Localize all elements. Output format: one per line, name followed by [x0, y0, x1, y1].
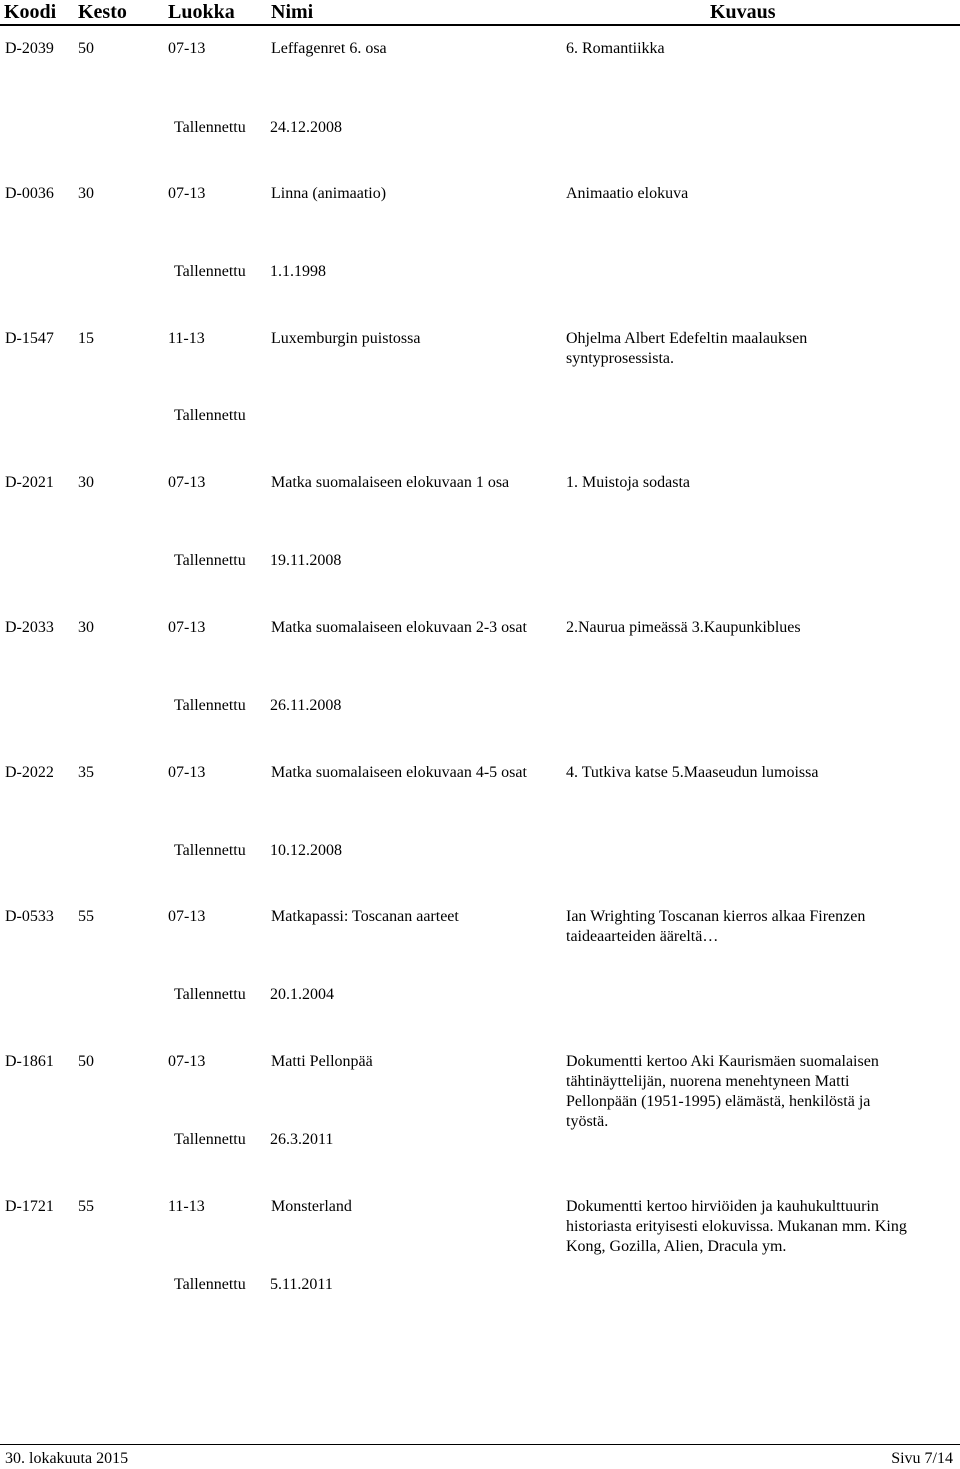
row-class: 07-13: [168, 185, 206, 202]
header-luokka: Luokka: [168, 1, 235, 23]
row-duration: 50: [78, 40, 94, 57]
row-code: D-0036: [5, 185, 54, 202]
header-koodi: Koodi: [4, 1, 57, 23]
row-saved-label: Tallennettu: [174, 552, 246, 569]
row-saved-date: 19.11.2008: [270, 552, 342, 569]
row-name: Matti Pellonpää: [271, 1053, 373, 1070]
row-class: 07-13: [168, 474, 206, 491]
row-code: D-2033: [5, 619, 54, 636]
row-saved-label: Tallennettu: [174, 986, 246, 1003]
row-saved-date: 10.12.2008: [270, 842, 342, 859]
row-name: Matka suomalaiseen elokuvaan 2-3 osat: [271, 619, 527, 636]
row-duration: 15: [78, 330, 94, 347]
row-description: Dokumentti kertoo Aki Kaurismäen suomalaisen tähtinäyttelijän, nuorena menehtyneen Matti Pellonpään (1951-1995) elämästä, henkilöstä ja työstä.: [566, 1053, 879, 1130]
footer-page-number: Sivu 7/14: [891, 1450, 953, 1467]
row-name: Luxemburgin puistossa: [271, 330, 421, 347]
row-name: Monsterland: [271, 1198, 352, 1215]
row-description: Dokumentti kertoo hirviöiden ja kauhukulttuurin historiasta erityisesti elokuvissa. Mukanan mm. King Kong, Gozilla, Alien, Dracula ym.: [566, 1198, 907, 1255]
row-duration: 30: [78, 185, 94, 202]
row-class: 07-13: [168, 908, 206, 925]
row-name: Matka suomalaiseen elokuvaan 4-5 osat: [271, 764, 527, 781]
row-duration: 55: [78, 1198, 94, 1215]
row-name: Leffagenret 6. osa: [271, 40, 387, 57]
row-description: 2.Naurua pimeässä 3.Kaupunkiblues: [566, 619, 801, 636]
row-saved-label: Tallennettu: [174, 1131, 246, 1148]
row-saved-date: 26.11.2008: [270, 697, 342, 714]
row-description: 1. Muistoja sodasta: [566, 474, 690, 491]
footer-divider: [0, 1444, 960, 1445]
row-saved-date: 26.3.2011: [270, 1131, 334, 1148]
row-code: D-2039: [5, 40, 54, 57]
row-description: Animaatio elokuva: [566, 185, 689, 202]
row-name: Matka suomalaiseen elokuvaan 1 osa: [271, 474, 510, 491]
row-code: D-2022: [5, 764, 54, 781]
row-duration: 30: [78, 474, 94, 491]
row-saved-date: 1.1.1998: [270, 263, 326, 280]
header-kesto: Kesto: [78, 1, 127, 23]
row-code: D-0533: [5, 908, 54, 925]
row-code: D-1861: [5, 1053, 54, 1070]
row-saved-label: Tallennettu: [174, 263, 246, 280]
row-description: 4. Tutkiva katse 5.Maaseudun lumoissa: [566, 764, 819, 781]
row-code: D-1721: [5, 1198, 54, 1215]
row-class: 07-13: [168, 764, 206, 781]
row-class: 11-13: [168, 330, 205, 347]
row-description: Ohjelma Albert Edefeltin maalauksen syntyprosessista.: [566, 330, 808, 367]
row-saved-date: 5.11.2011: [270, 1276, 333, 1293]
row-duration: 55: [78, 908, 94, 925]
row-name: Linna (animaatio): [271, 185, 387, 202]
header-nimi: Nimi: [271, 1, 314, 23]
row-class: 07-13: [168, 40, 206, 57]
row-duration: 30: [78, 619, 94, 636]
row-duration: 35: [78, 764, 94, 781]
row-class: 11-13: [168, 1198, 205, 1215]
footer-date: 30. lokakuuta 2015: [5, 1450, 129, 1467]
row-duration: 50: [78, 1053, 94, 1070]
header-kuvaus: Kuvaus: [710, 1, 776, 23]
row-description: Ian Wrighting Toscanan kierros alkaa Firenzen taideaarteiden ääreltä…: [566, 908, 866, 945]
row-saved-date: 20.1.2004: [270, 986, 334, 1003]
row-saved-label: Tallennettu: [174, 407, 246, 424]
row-class: 07-13: [168, 1053, 206, 1070]
row-saved-label: Tallennettu: [174, 842, 246, 859]
row-saved-label: Tallennettu: [174, 697, 246, 714]
row-saved-label: Tallennettu: [174, 119, 246, 136]
row-code: D-2021: [5, 474, 54, 491]
row-saved-label: Tallennettu: [174, 1276, 246, 1293]
table-header: [0, 0, 960, 26]
row-description: 6. Romantiikka: [566, 40, 665, 57]
row-name: Matkapassi: Toscanan aarteet: [271, 908, 459, 925]
row-saved-date: 24.12.2008: [270, 119, 342, 136]
row-code: D-1547: [5, 330, 54, 347]
row-class: 07-13: [168, 619, 206, 636]
